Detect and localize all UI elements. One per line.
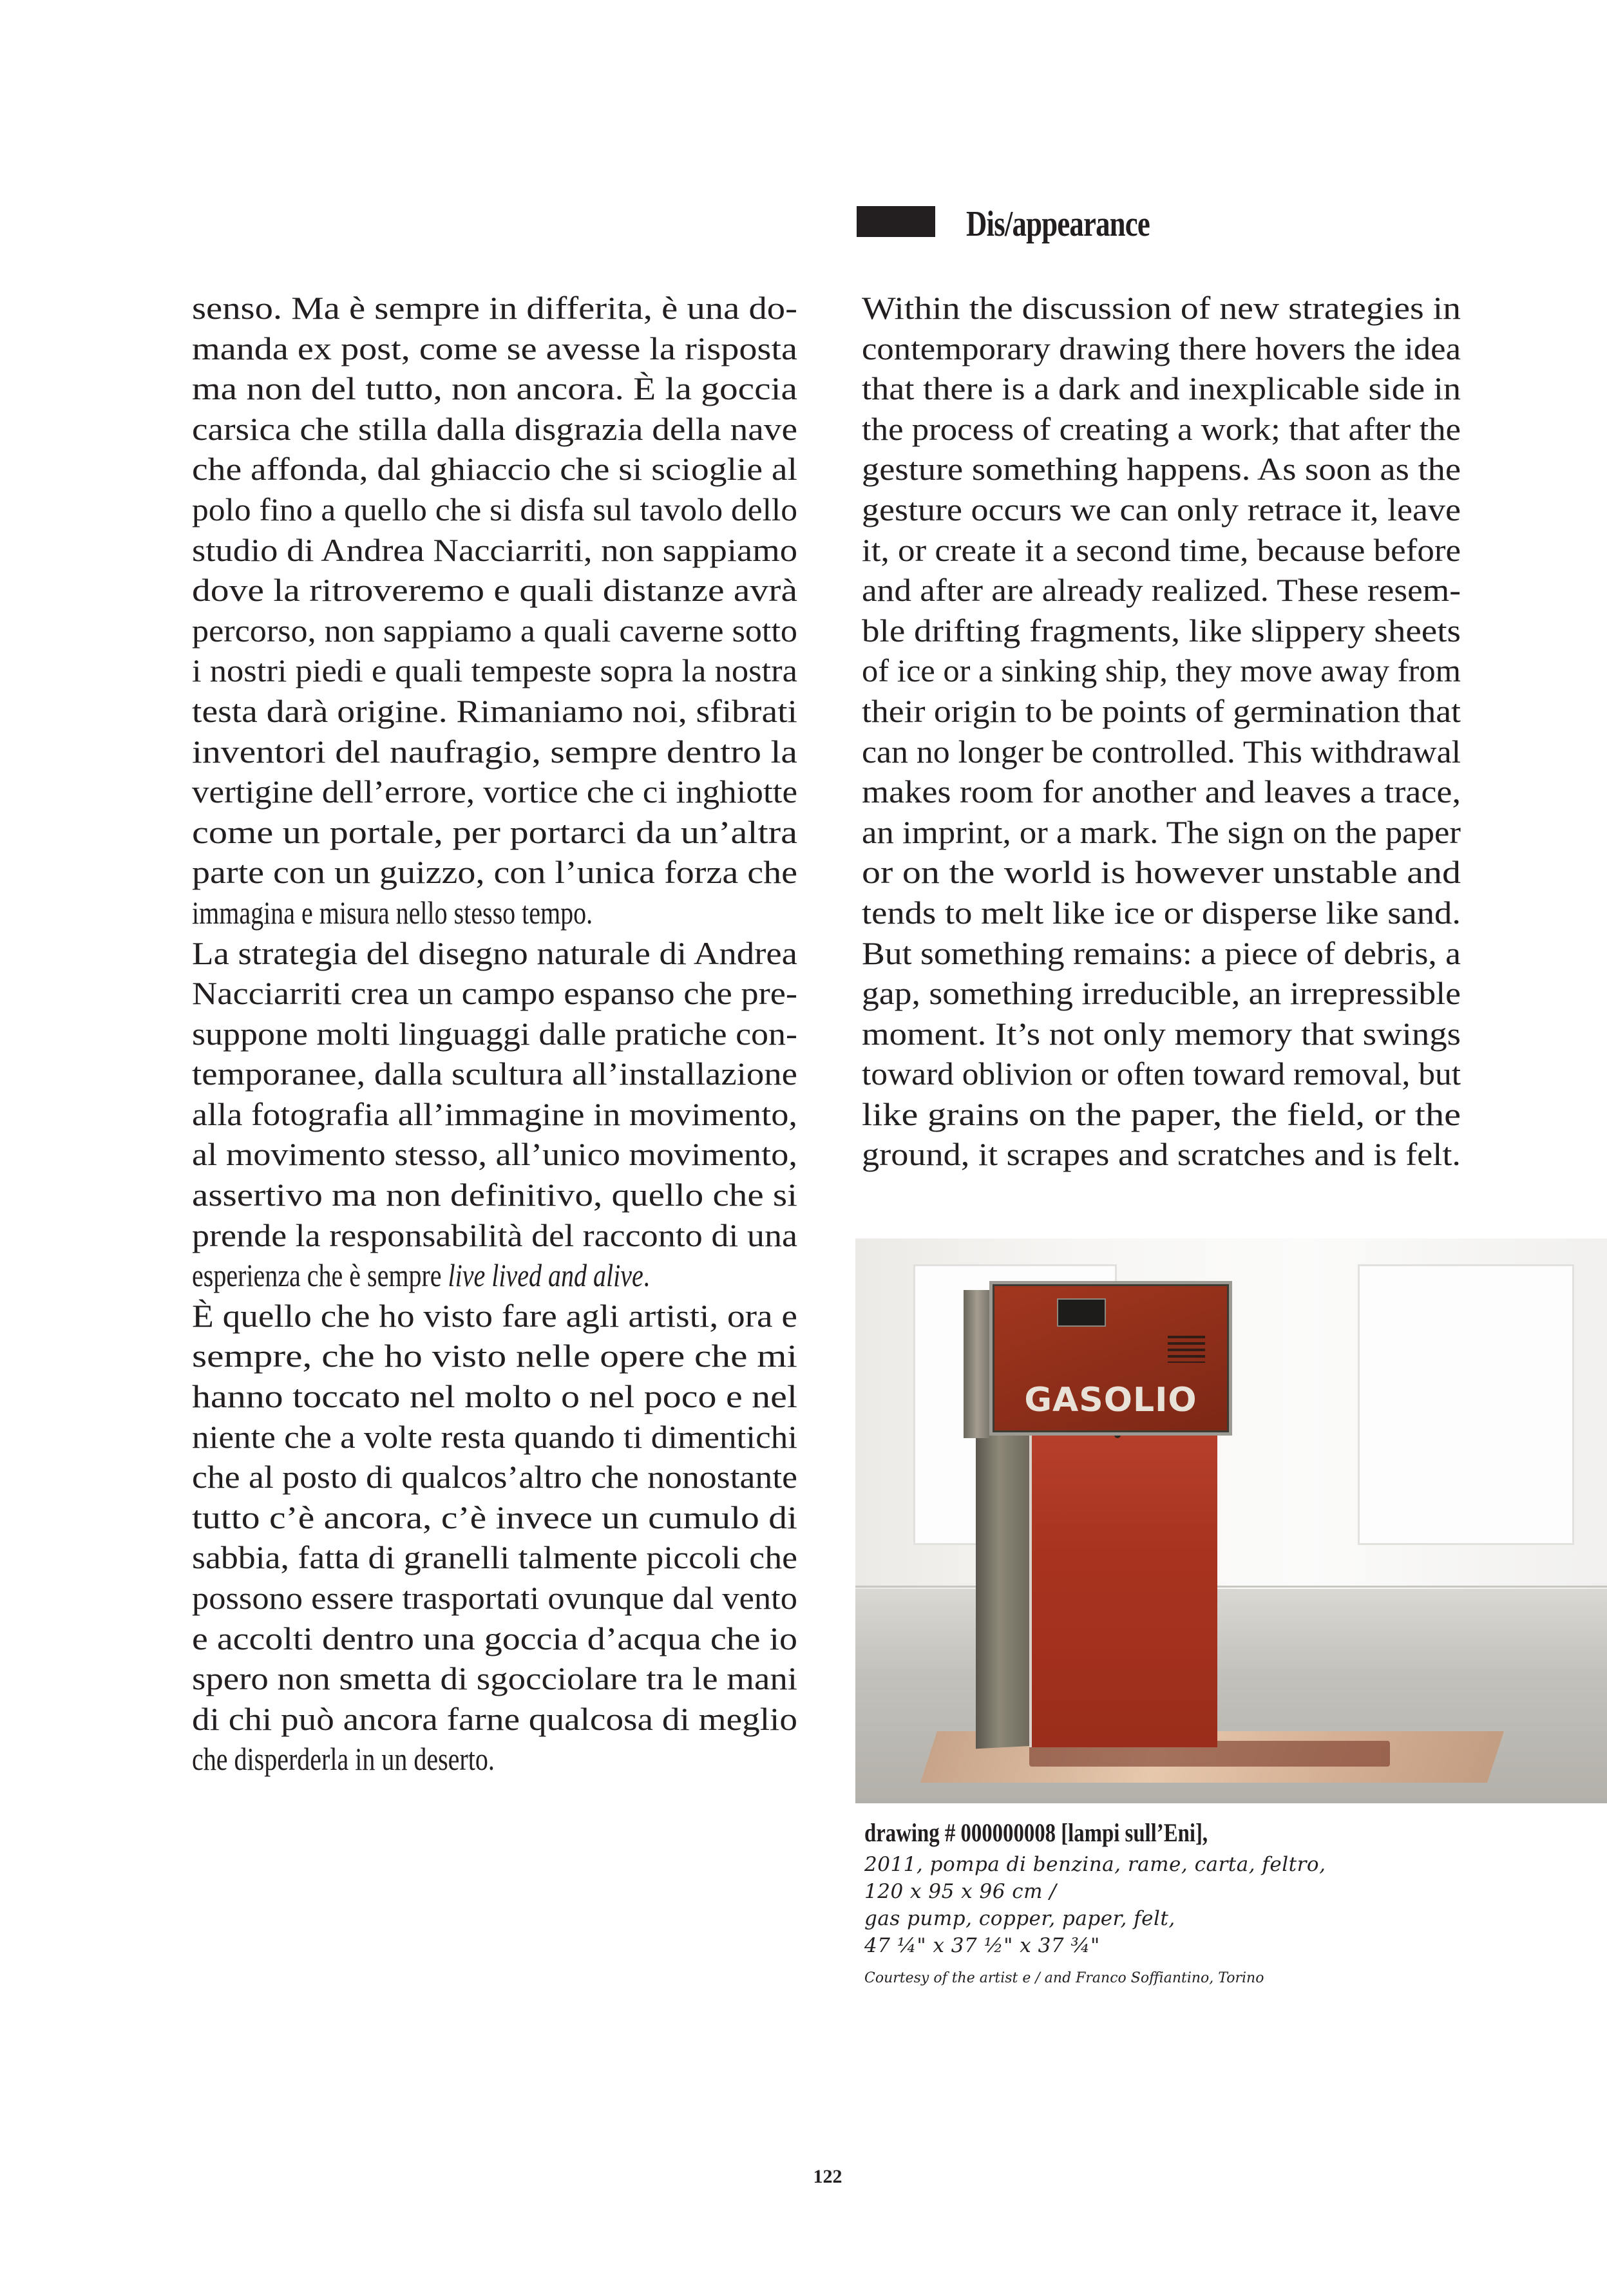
text-line: al movimento stesso, all’unico movimento,	[192, 1136, 797, 1173]
text-line: come un portale, per portarci da un’altra	[192, 813, 797, 850]
text-line-with-italic	[192, 1255, 797, 1296]
text-line: it, or create it a second time, because before	[862, 531, 1461, 568]
pump-body	[1029, 1425, 1217, 1747]
artwork-photo	[855, 1238, 1607, 1803]
page-number: 122	[813, 2166, 842, 2187]
caption-line: 47 ¼" x 37 ½" x 37 ¾"	[864, 1934, 1100, 1957]
text-line: immagina e misura nello stesso tempo.	[192, 894, 593, 931]
text-line: assertivo ma non definitivo, quello che si	[192, 1177, 797, 1213]
text-line: suppone molti linguaggi dalle pratiche con-	[192, 1015, 797, 1052]
text-line: toward oblivion or often toward removal, but	[862, 1056, 1461, 1092]
text-line: or on the world is however unstable and	[862, 854, 1461, 891]
text-line: temporanee, dalla scultura all’installazione	[192, 1056, 797, 1092]
text-line-end: .	[643, 1257, 650, 1294]
section-title: Dis/appearance	[966, 204, 1150, 244]
text-line: testa darà origine. Rimaniamo noi, sfibrati	[192, 692, 797, 729]
text-line: that there is a dark and inexplicable side in	[862, 370, 1461, 407]
text-line: prende la responsabilità del racconto di una	[192, 1217, 797, 1253]
text-line: tends to melt like ice or disperse like sand.	[862, 894, 1461, 931]
text-line: an imprint, or a mark. The sign on the paper	[862, 813, 1461, 850]
caption-title: drawing # 000000008 [lampi sull’Eni],	[864, 1818, 1208, 1847]
text-line: La strategia del disegno naturale di Andrea	[192, 935, 797, 971]
text-line-start: esperienza che è sempre	[192, 1257, 448, 1294]
text-line: polo fino a quello che si disfa sul tavolo dello	[192, 491, 797, 527]
text-line: inventori del naufragio, sempre dentro la	[192, 733, 797, 770]
photo-floor-line	[855, 1586, 1607, 1588]
caption-line: gas pump, copper, paper, felt,	[864, 1907, 1175, 1930]
text-line: niente che a volte resta quando ti dimentichi	[192, 1418, 797, 1455]
photo-window	[1358, 1264, 1574, 1545]
text-line: possono essere trasportati ovunque dal vento	[192, 1580, 797, 1616]
text-line: makes room for another and leaves a trace,	[862, 773, 1461, 810]
text-line: carsica che stilla dalla disgrazia della nave	[192, 410, 797, 447]
caption-line: 2011, pompa di benzina, rame, carta, feltro,	[864, 1853, 1326, 1876]
text-line: moment. It’s not only memory that swings	[862, 1015, 1461, 1052]
italic-phrase: live lived and alive	[448, 1257, 643, 1294]
left-text-column	[192, 288, 797, 1779]
section-marker-bar	[857, 206, 935, 237]
text-line: studio di Andrea Nacciarriti, non sappiamo	[192, 531, 797, 568]
text-line: che al posto di qualcos’altro che nonostante	[192, 1459, 797, 1495]
text-line: vertigine dell’errore, vortice che ci inghiotte	[192, 773, 797, 810]
text-line: di chi può ancora farne qualcosa di meglio	[192, 1700, 797, 1737]
text-line: percorso, non sappiamo a quali caverne sotto	[192, 612, 797, 649]
text-line: spero non smetta di sgocciolare tra le mani	[192, 1660, 797, 1697]
text-line: i nostri piedi e quali tempeste sopra la nostra	[192, 652, 797, 689]
pump-sticker	[1168, 1336, 1205, 1363]
pump-head-side	[964, 1290, 991, 1438]
text-line: tutto c’è ancora, c’è invece un cumulo di	[192, 1499, 797, 1535]
text-line: gesture occurs we can only retrace it, leave	[862, 491, 1461, 527]
text-line: and after are already realized. These resem-	[862, 572, 1461, 609]
text-line: È quello che ho visto fare agli artisti, ora e	[192, 1297, 797, 1334]
pump-body-side	[976, 1427, 1034, 1749]
text-line: Nacciarriti crea un campo espanso che pre-	[192, 975, 797, 1012]
pump-head	[989, 1281, 1232, 1436]
text-line: But something remains: a piece of debris, a	[862, 935, 1461, 971]
text-line: manda ex post, come se avesse la risposta	[192, 330, 797, 366]
pump-label: GASOLIO	[1024, 1381, 1197, 1419]
caption-credit: Courtesy of the artist e / and Franco Soffiantino, Torino	[864, 1970, 1264, 1986]
text-line: sabbia, fatta di granelli talmente piccoli che	[192, 1539, 797, 1576]
figure-caption	[864, 1815, 1326, 1989]
text-line: ground, it scrapes and scratches and is felt.	[862, 1136, 1461, 1173]
text-line: gesture something happens. As soon as the	[862, 451, 1461, 488]
text-line: dove la ritroveremo e quali distanze avrà	[192, 572, 797, 609]
caption-line: 120 x 95 x 96 cm /	[864, 1880, 1057, 1903]
text-line: gap, something irreducible, an irrepressible	[862, 975, 1461, 1012]
text-line: senso. Ma è sempre in differita, è una do-	[192, 290, 797, 326]
text-line: contemporary drawing there hovers the idea	[862, 330, 1461, 366]
text-line: parte con un guizzo, con l’unica forza che	[192, 854, 797, 891]
text-line: che affonda, dal ghiaccio che si scioglie al	[192, 451, 797, 488]
text-line: hanno toccato nel molto o nel poco e nel	[192, 1378, 797, 1415]
text-line: alla fotografia all’immagine in movimento,	[192, 1096, 797, 1132]
text-line: like grains on the paper, the field, or the	[862, 1096, 1461, 1132]
text-line: ble drifting fragments, like slippery sheets	[862, 612, 1461, 649]
text-line: e accolti dentro una goccia d’acqua che io	[192, 1620, 797, 1656]
text-line: ma non del tutto, non ancora. È la goccia	[192, 370, 797, 407]
text-line: of ice or a sinking ship, they move away from	[862, 652, 1461, 689]
text-line: their origin to be points of germination that	[862, 692, 1461, 729]
text-line: the process of creating a work; that after the	[862, 410, 1461, 447]
text-line: che disperderla in un deserto.	[192, 1741, 495, 1778]
pump-display	[1057, 1298, 1106, 1327]
text-line: can no longer be controlled. This withdrawal	[862, 733, 1461, 770]
right-text-column	[862, 288, 1461, 1175]
text-line: sempre, che ho visto nelle opere che mi	[192, 1338, 797, 1374]
text-line: Within the discussion of new strategies in	[862, 290, 1461, 326]
